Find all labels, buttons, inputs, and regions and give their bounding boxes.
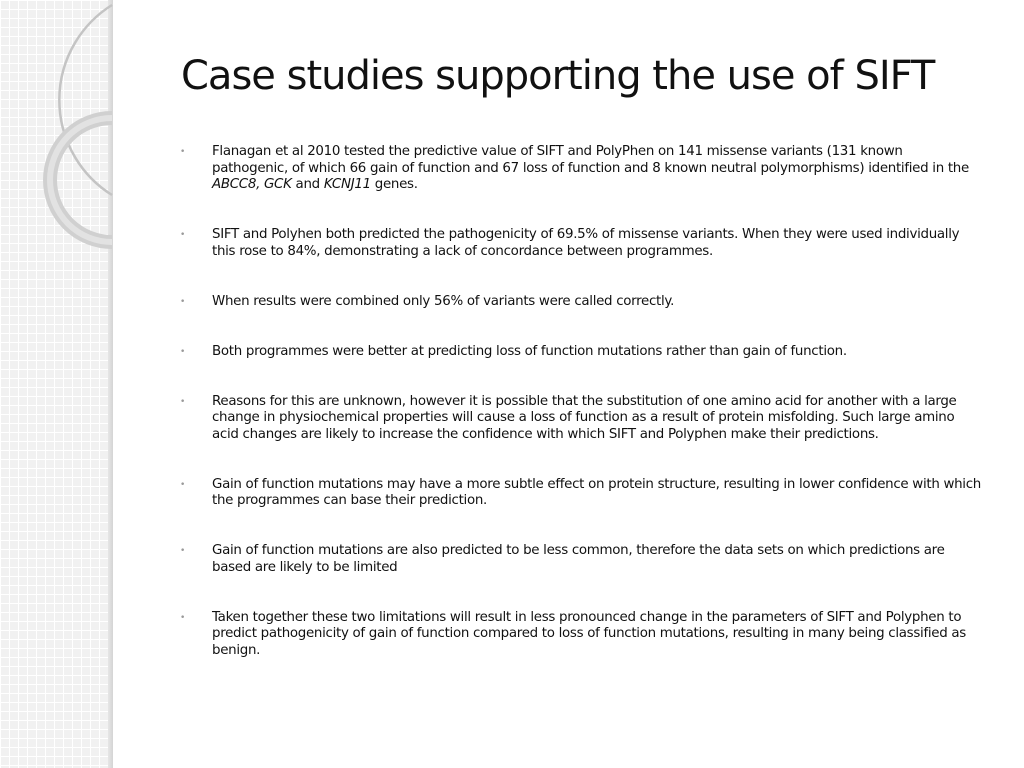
bullet-dot: • xyxy=(180,346,186,357)
bullet-text-tail: genes. xyxy=(370,177,418,192)
bullet-text: Reasons for this are unknown, however it is possible that the substitution of one amino acid for another with a large change in physiochemical properties will cause a loss of function as a result of protein misfolding. Such large amino acid changes are likely to increase the confidence with which SIFT and Polyphen make their predictions. xyxy=(212,393,957,442)
bullet-item xyxy=(180,477,982,527)
bullet-dot: • xyxy=(180,479,186,490)
bullet-text: When results were combined only 56% of variants were called correctly. xyxy=(212,293,675,309)
bullet-item xyxy=(180,144,982,210)
gene-names: ABCC8, GCK xyxy=(212,177,292,192)
inner-ring-arc xyxy=(50,118,112,242)
bullet-item xyxy=(180,394,982,460)
bullet-item xyxy=(180,294,982,327)
gene-name: KCNJ11 xyxy=(323,177,371,192)
bullet-list xyxy=(180,144,982,676)
slide-title: Case studies supporting the use of SIFT xyxy=(181,53,935,99)
bullet-item xyxy=(180,344,982,377)
bullet-text: SIFT and Polyhen both predicted the pathogenicity of 69.5% of missense variants. When they were used individually this rose to 84%, demonstrating a lack of concordance between programmes. xyxy=(212,227,960,259)
bullet-item xyxy=(180,227,982,277)
decorative-rings xyxy=(0,0,200,300)
bullet-text: Gain of function mutations may have a more subtle effect on protein structure, resulting in lower confidence with which the programmes can base their prediction. xyxy=(212,476,981,508)
bullet-item xyxy=(180,543,982,593)
bullet-item xyxy=(180,610,982,660)
bullet-dot: • xyxy=(180,296,186,307)
bullet-dot: • xyxy=(180,147,186,157)
bullet-text: Both programmes were better at predicting loss of function mutations rather than gain of function. xyxy=(212,343,847,359)
bullet-text: Gain of function mutations are also predicted to be less common, therefore the data sets on which predictions are based are likely to be limited xyxy=(212,543,945,575)
bullet-dot: • xyxy=(180,612,186,623)
outer-ring-arc xyxy=(59,5,112,195)
bullet-text: Taken together these two limitations will result in less pronounced change in the parameters of SIFT and Polyphen to predict pathogenicity of gain of function compared to loss of function mutations, resulting in many being classified as benign. xyxy=(212,609,966,658)
bullet-dot: • xyxy=(180,230,186,240)
bullet-text-connector: and xyxy=(291,177,324,192)
bullet-dot: • xyxy=(180,396,186,407)
bullet-text: Flanagan et al 2010 tested the predictive value of SIFT and PolyPhen on 141 missense variants (131 known pathogenic, of which 66 gain of function and 67 loss of function and 8 known neutral polymorphisms) identified in the xyxy=(212,144,969,176)
bullet-dot: • xyxy=(180,546,186,556)
